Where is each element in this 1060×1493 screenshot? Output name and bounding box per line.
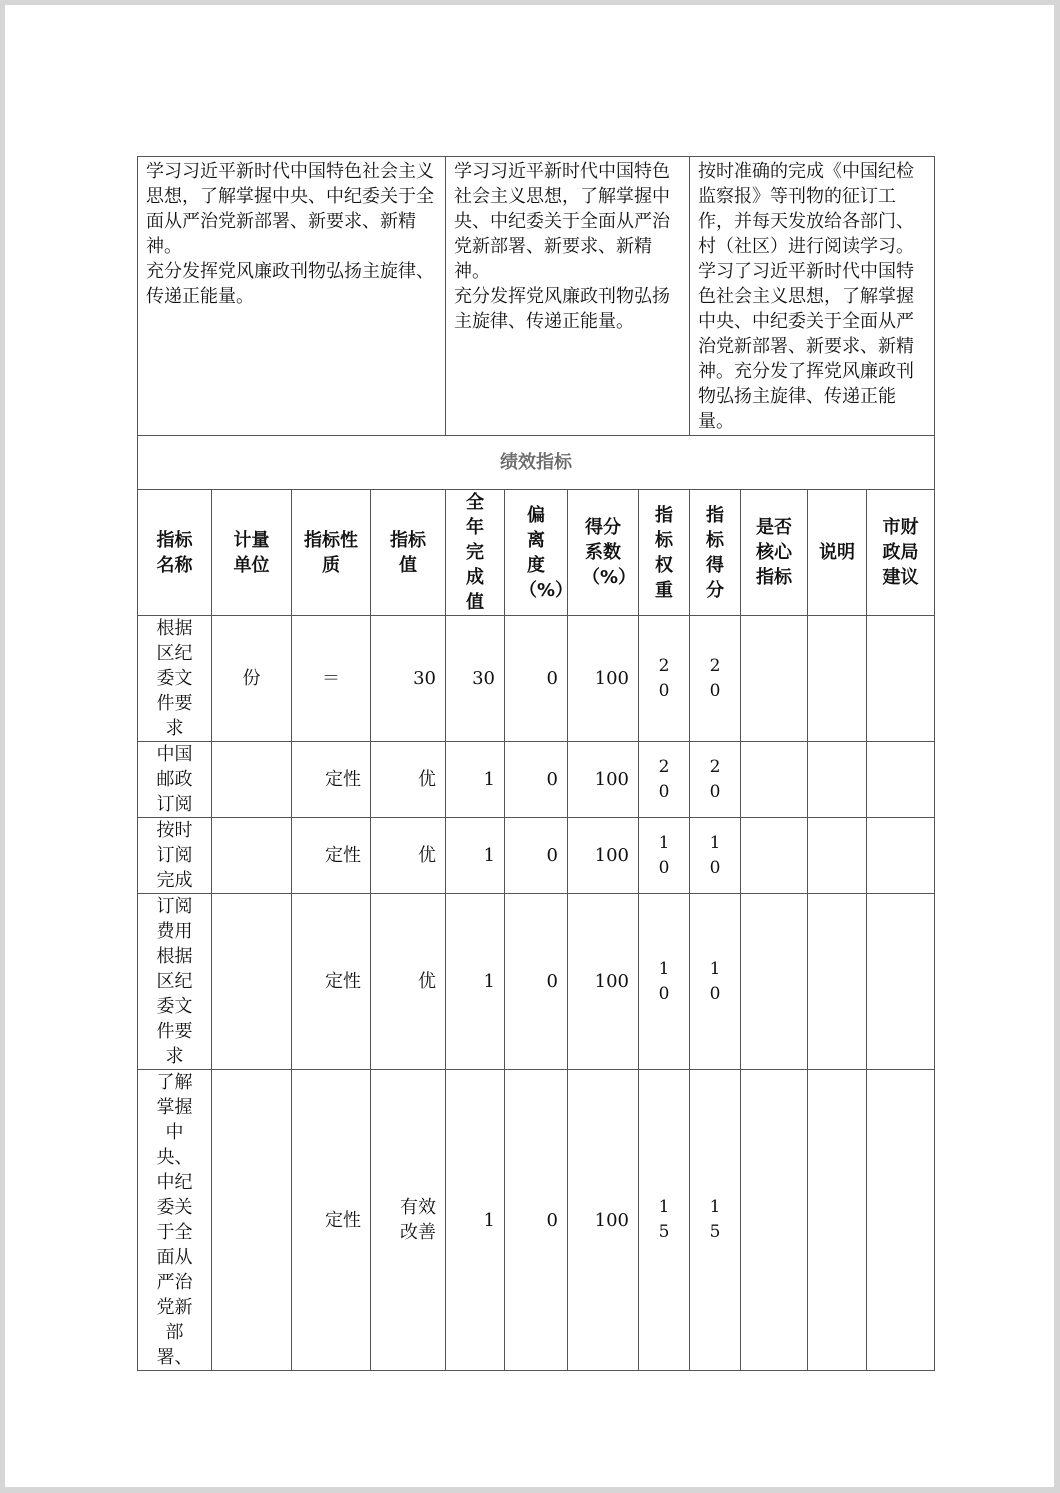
performance-table (137, 156, 935, 1371)
goals-row (138, 157, 935, 436)
header-nature: 指标性质 (292, 490, 371, 616)
indicator-nature: 定性 (292, 818, 371, 894)
indicator-name: 按时订阅完成 (138, 818, 212, 894)
annual-value: 1 (446, 742, 505, 818)
indicator-score: 20 (690, 742, 741, 818)
suggestion-cell (867, 742, 935, 818)
note-cell (808, 742, 867, 818)
header-core: 是否核心指标 (741, 490, 808, 616)
note-cell (808, 1070, 867, 1371)
indicator-unit (212, 742, 292, 818)
indicator-name: 了解掌握中央、中纪委关于全面从严治党新部署、 (138, 1070, 212, 1371)
deviation-value: 0 (505, 818, 568, 894)
note-cell (808, 616, 867, 742)
header-row (138, 490, 935, 616)
annual-value: 1 (446, 1070, 505, 1371)
indicator-weight: 15 (639, 1070, 690, 1371)
section-title-row (138, 436, 935, 490)
annual-value: 1 (446, 894, 505, 1070)
header-name: 指标名称 (138, 490, 212, 616)
deviation-value: 0 (505, 894, 568, 1070)
indicator-unit (212, 818, 292, 894)
indicator-value: 优 (371, 894, 446, 1070)
table-row (138, 1070, 935, 1371)
note-cell (808, 818, 867, 894)
deviation-value: 0 (505, 1070, 568, 1371)
score-coefficient: 100 (568, 818, 639, 894)
suggestion-cell (867, 818, 935, 894)
indicator-name: 根据区纪委文件要求 (138, 616, 212, 742)
note-cell (808, 894, 867, 1070)
header-weight: 指标权重 (639, 490, 690, 616)
suggestion-cell (867, 894, 935, 1070)
table-row (138, 616, 935, 742)
header-score: 指标得分 (690, 490, 741, 616)
section-title: 绩效指标 (138, 436, 935, 490)
suggestion-cell (867, 616, 935, 742)
indicator-name: 中国邮政订阅 (138, 742, 212, 818)
indicator-unit (212, 894, 292, 1070)
indicator-weight: 10 (639, 894, 690, 1070)
deviation-value: 0 (505, 742, 568, 818)
header-unit: 计量单位 (212, 490, 292, 616)
goal-text: 充分发挥党风廉政刊物弘扬主旋律、传递正能量。 (454, 286, 670, 332)
core-flag (741, 1070, 808, 1371)
table-row (138, 894, 935, 1070)
core-flag (741, 818, 808, 894)
indicator-value: 30 (371, 616, 446, 742)
header-deviation: 偏离度（%） (505, 490, 568, 616)
goal-text: 充分发挥党风廉政刊物弘扬主旋律、传递正能量。 (146, 261, 434, 307)
annual-value: 1 (446, 818, 505, 894)
goal-cell-3 (690, 157, 935, 436)
table-row (138, 818, 935, 894)
score-coefficient: 100 (568, 742, 639, 818)
indicator-nature: 定性 (292, 894, 371, 1070)
indicator-value: 优 (371, 818, 446, 894)
core-flag (741, 742, 808, 818)
score-coefficient: 100 (568, 894, 639, 1070)
indicator-unit (212, 1070, 292, 1371)
suggestion-cell (867, 1070, 935, 1371)
goal-text: 按时准确的完成《中国纪检监察报》等刊物的征订工作，并每天发放给各部门、村（社区）进行阅读学习。学习了习近平新时代中国特色社会主义思想，了解掌握中央、中纪委关于全面从严治党新部署、新要求、新精神。充分发了挥党风廉政刊物弘扬主旋律、传递正能量。 (698, 161, 914, 432)
indicator-unit: 份 (212, 616, 292, 742)
indicator-nature: 定性 (292, 1070, 371, 1371)
indicator-name: 订阅费用根据区纪委文件要求 (138, 894, 212, 1070)
goal-text: 学习习近平新时代中国特色社会主义思想，了解掌握中央、中纪委关于全面从严治党新部署、新要求、新精神。 (146, 161, 434, 257)
score-coefficient: 100 (568, 1070, 639, 1371)
score-coefficient: 100 (568, 616, 639, 742)
document-page (5, 5, 1054, 1487)
table-row (138, 742, 935, 818)
deviation-value: 0 (505, 616, 568, 742)
header-coef: 得分系数（%） (568, 490, 639, 616)
indicator-score: 10 (690, 818, 741, 894)
goal-cell-2 (446, 157, 690, 436)
core-flag (741, 616, 808, 742)
goal-cell-1 (138, 157, 446, 436)
indicator-nature: 定性 (292, 742, 371, 818)
goal-text: 学习习近平新时代中国特色社会主义思想，了解掌握中央、中纪委关于全面从严治党新部署、新要求、新精神。 (454, 161, 670, 282)
indicator-score: 20 (690, 616, 741, 742)
indicator-score: 15 (690, 1070, 741, 1371)
indicator-weight: 20 (639, 616, 690, 742)
annual-value: 30 (446, 616, 505, 742)
header-suggestion: 市财政局建议 (867, 490, 935, 616)
header-value: 指标值 (371, 490, 446, 616)
indicator-score: 10 (690, 894, 741, 1070)
header-note: 说明 (808, 490, 867, 616)
header-annual: 全年完成值 (446, 490, 505, 616)
indicator-weight: 20 (639, 742, 690, 818)
indicator-value: 优 (371, 742, 446, 818)
indicator-nature: ＝ (292, 616, 371, 742)
indicator-value: 有效改善 (371, 1070, 446, 1371)
indicator-weight: 10 (639, 818, 690, 894)
core-flag (741, 894, 808, 1070)
